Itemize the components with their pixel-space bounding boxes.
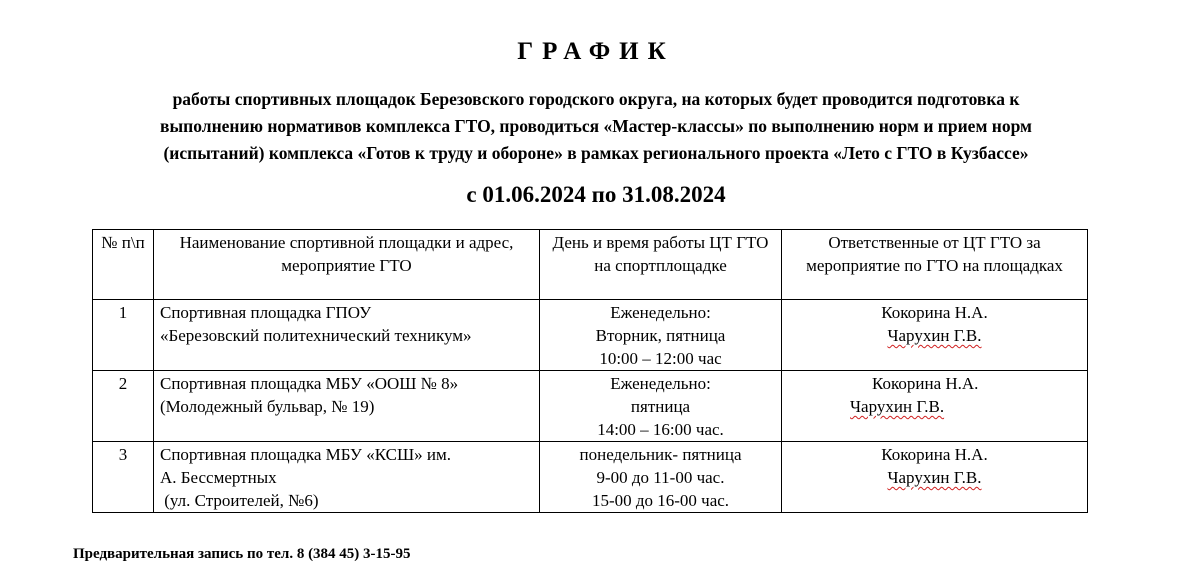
- responsible-name: Чарухин Г.В.: [850, 397, 945, 416]
- footer-phone-note: Предварительная запись по тел. 8 (384 45) 3-15-95: [73, 546, 411, 562]
- subtitle-line: работы спортивных площадок Березовского городского округа, на которых будет проводится подготовка к: [172, 89, 1020, 109]
- responsible-line: Кокорина Н.А.: [881, 445, 988, 464]
- subtitle-line: выполнению нормативов комплекса ГТО, проводиться «Мастер-классы» по выполнению норм и прием норм: [160, 116, 1032, 136]
- place-line: (Молодежный бульвар, № 19): [160, 397, 375, 416]
- responsible-line: Кокорина Н.А.: [881, 303, 988, 322]
- place-line: Спортивная площадка МБУ «КСШ» им.: [160, 445, 451, 464]
- row-schedule: [540, 371, 782, 442]
- header-responsible: Ответственные от ЦТ ГТО за мероприятие по ГТО на площадках: [782, 230, 1088, 300]
- header-number: № п\п: [93, 230, 154, 300]
- schedule-line: понедельник- пятница: [579, 445, 742, 464]
- schedule-line: 9-00 до 11-00 час.: [596, 468, 725, 487]
- table-row: [93, 371, 1088, 442]
- row-place: [154, 442, 540, 513]
- place-line: А. Бессмертных: [160, 468, 277, 487]
- place-line: (ул. Строителей, №6): [160, 491, 319, 510]
- table-header-row: [93, 230, 1088, 300]
- row-responsible: [782, 442, 1088, 513]
- table-row: [93, 442, 1088, 513]
- schedule-line: Еженедельно:: [610, 374, 711, 393]
- table-row: [93, 300, 1088, 371]
- document-title: ГРАФИК: [517, 38, 675, 65]
- schedule-line: 14:00 – 16:00 час.: [597, 420, 724, 439]
- header-place: Наименование спортивной площадки и адрес, мероприятие ГТО: [154, 230, 540, 300]
- schedule-line: 10:00 – 12:00 час: [599, 349, 722, 368]
- document-subtitle: [60, 86, 1132, 167]
- place-line: Спортивная площадка МБУ «ООШ № 8»: [160, 374, 459, 393]
- subtitle-line: (испытаний) комплекса «Готов к труду и обороне» в рамках регионального проекта «Лето с ГТО в Кузбассе»: [163, 143, 1029, 163]
- row-schedule: [540, 442, 782, 513]
- responsible-line: [788, 395, 1081, 418]
- row-number: 3: [93, 442, 154, 513]
- header-schedule: День и время работы ЦТ ГТО на спортплощадке: [540, 230, 782, 300]
- schedule-line: Вторник, пятница: [595, 326, 726, 345]
- responsible-name: Чарухин Г.В.: [887, 468, 982, 487]
- responsible-line: [788, 466, 1081, 489]
- schedule-period: с 01.06.2024 по 31.08.2024: [466, 182, 726, 207]
- place-line: «Березовский политехнический техникум»: [160, 326, 472, 345]
- schedule-line: Еженедельно:: [610, 303, 711, 322]
- row-number: 1: [93, 300, 154, 371]
- responsible-line: Кокорина Н.А.: [872, 374, 979, 393]
- row-responsible: [782, 300, 1088, 371]
- place-line: Спортивная площадка ГПОУ: [160, 303, 372, 322]
- row-place: [154, 371, 540, 442]
- row-schedule: [540, 300, 782, 371]
- schedule-table: [92, 229, 1088, 513]
- schedule-line: 15-00 до 16-00 час.: [591, 491, 730, 510]
- row-place: [154, 300, 540, 371]
- row-number: 2: [93, 371, 154, 442]
- responsible-line: [788, 324, 1081, 347]
- responsible-name: Чарухин Г.В.: [887, 326, 982, 345]
- schedule-line: пятница: [630, 397, 691, 416]
- row-responsible: [782, 371, 1088, 442]
